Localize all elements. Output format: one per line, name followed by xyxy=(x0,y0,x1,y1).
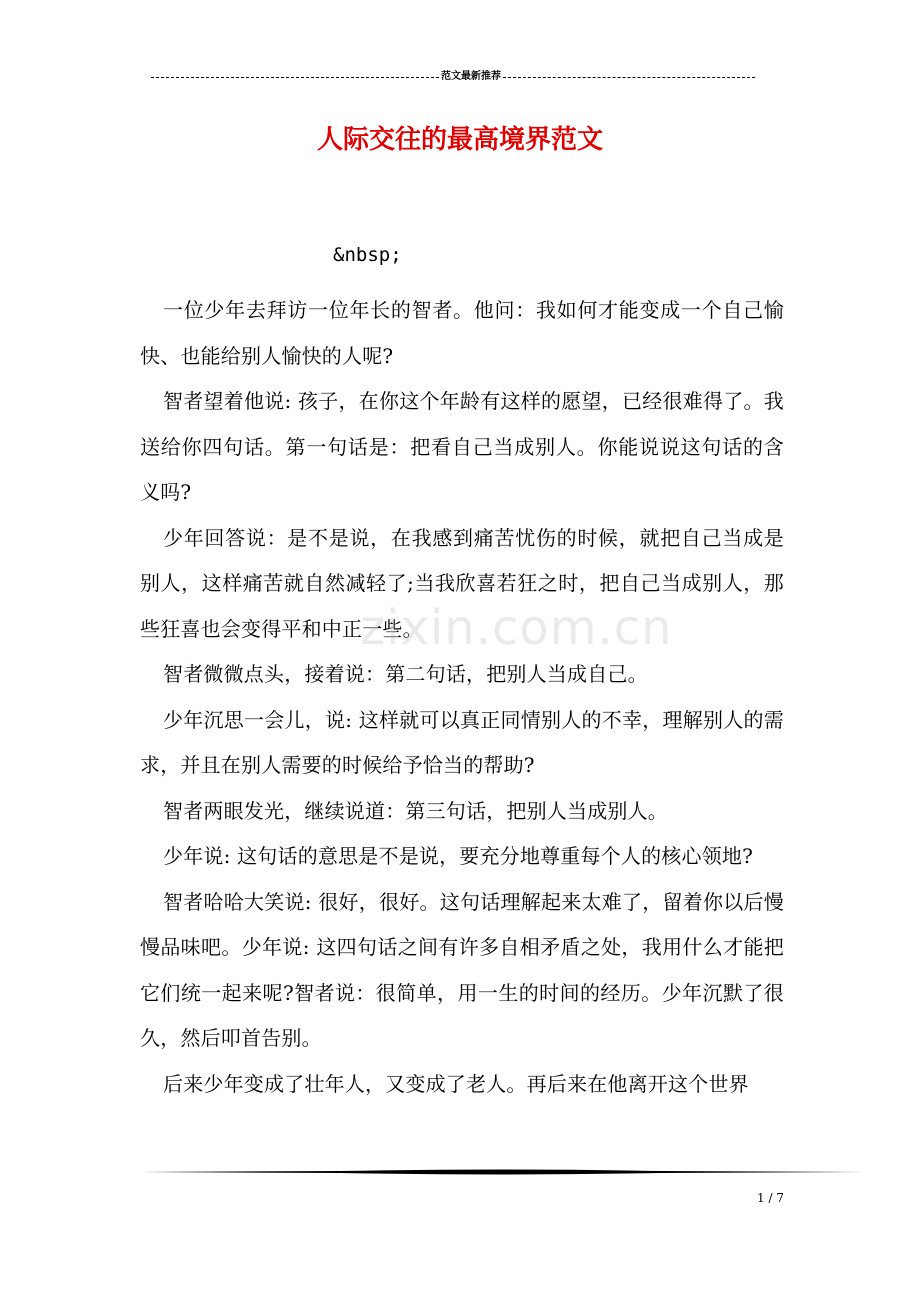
nbsp-text: &nbsp; xyxy=(333,244,402,266)
paragraph: 智者微微点头，接着说：第二句话，把别人当成自己。 xyxy=(163,662,648,686)
page-number: 1 / 7 xyxy=(757,1191,784,1205)
paragraph: 少年沉思一会儿，说: 这样就可以真正同情别人的不幸，理解别人的需求，并且在别人需要的时候给予恰当的帮助? xyxy=(140,707,784,777)
page-header xyxy=(140,70,766,84)
paragraph: 智者望着他说: 孩子，在你这个年龄有这样的愿望，已经很难得了。我送给你四句话。第一句话是：把看自己当成别人。你能说说这句话的含义吗? xyxy=(140,389,784,504)
paragraph: 智者哈哈大笑说: 很好，很好。这句话理解起来太难了，留着你以后慢慢品味吧。少年说: 这四句话之间有许多自相矛盾之处，我用什么才能把它们统一起来呢?智者说：很简单，用一生的时间的经历。少年沉默了很久，然后叩首告别。 xyxy=(140,889,784,1050)
paragraph: 后来少年变成了壮年人，又变成了老人。再后来在他离开这个世界 xyxy=(163,1071,749,1096)
header-dash-left xyxy=(151,77,439,78)
document-body xyxy=(140,288,784,1107)
header-dash-right xyxy=(503,77,755,78)
paragraph: 少年回答说：是不是说，在我感到痛苦忧伤的时候，就把自己当成是别人，这样痛苦就自然减轻了;当我欣喜若狂之时，把自己当成别人，那些狂喜也会变得平和中正一些。 xyxy=(140,525,784,641)
paragraph: 少年说: 这句话的意思是不是说，要充分地尊重每个人的核心领地? xyxy=(163,844,754,868)
paragraph: 智者两眼发光，继续说道：第三句话，把别人当成别人。 xyxy=(163,798,668,823)
paragraph: 一位少年去拜访一位年长的智者。他问：我如何才能变成一个自己愉快、也能给别人愉快的人呢? xyxy=(140,298,784,368)
footer-rule xyxy=(140,1168,864,1176)
header-label: 范文最新推荐 xyxy=(441,71,501,82)
watermark: zixin.com.cn xyxy=(360,600,673,656)
document-title: 人际交往的最高境界范文 xyxy=(316,125,603,155)
